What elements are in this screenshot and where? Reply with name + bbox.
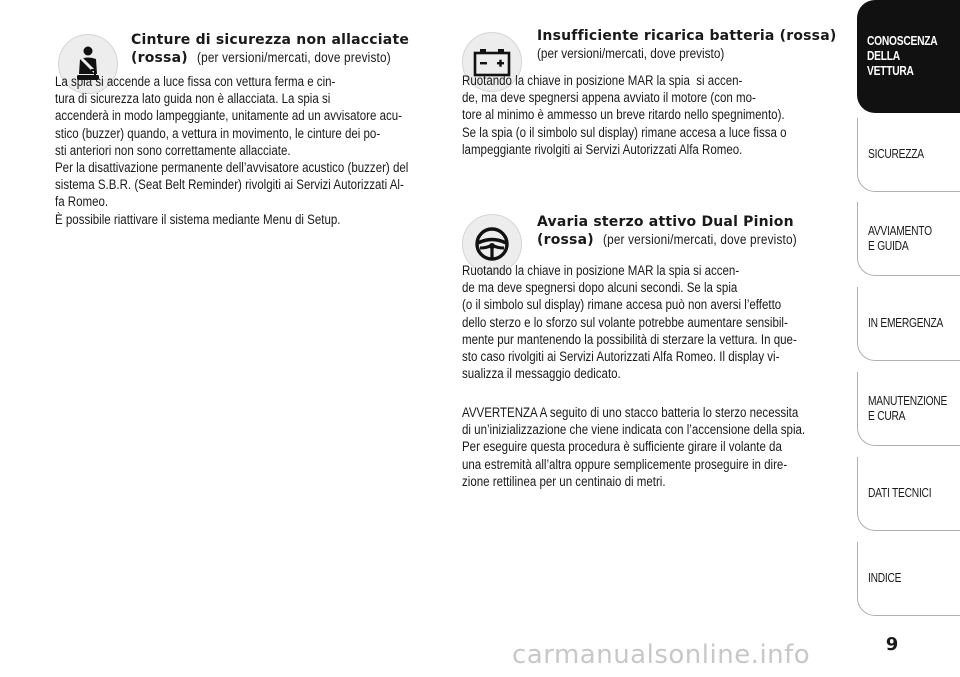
- steering-text: Ruotando la chiave in posizione MAR la spia si accen- de ma deve spegnersi dopo alcuni secondi. Se la spia (o il simbolo sul display) rimane accesa può non aversi l’effetto dello sterzo e lo sforzo sul volante potrebbe aumentare sensibil- mente pur mantenendo la possibilità di sterzare la vettura. In que- sto caso rivolgiti ai Servizi Autorizzati Alfa Romeo. Il display vi- sualizza il messaggio dedicato.: [462, 263, 797, 382]
- battery-text: Ruotando la chiave in posizione MAR la spia si accen- de, ma deve spegnersi appena avviato il motore (con mo- tore al minimo è ammesso un breve ritardo nello spegnimento). Se la spia (o il simbolo sul display) rimane accesa a luce fissa o lampeggiante rivolgiti ai Servizi Autorizzati Alfa Romeo.: [462, 73, 787, 157]
- tab-indice[interactable]: INDICE: [857, 542, 960, 616]
- seatbelt-subtitle: (per versioni/mercati, dove previsto): [196, 50, 391, 65]
- page-number: 9: [885, 634, 899, 655]
- steering-wheel-icon: [472, 224, 512, 264]
- steering-warning-note: [462, 404, 861, 490]
- battery-body: [462, 72, 839, 158]
- chapter-sidebar: [857, 0, 960, 630]
- tab-avviamento-e-guida[interactable]: AVVIAMENTO E GUIDA: [857, 202, 960, 276]
- battery-heading: [537, 28, 836, 63]
- battery-title: Insufficiente ricarica batteria (rossa): [537, 28, 837, 44]
- seatbelt-text: La spia si accende a luce fissa con vettura ferma e cin- tura di sicurezza lato guida non è allacciata. La spia si accenderà in modo lampeggiante, unitamente ad un avvisatore acu- stico (buzzer) quando, a vettura in movimento, le cinture dei po- sti anteriori non sono correttamente allacciate. Per la disattivazione permanente dell’avvisatore acustico (buzzer) del sistema S.B.R. (Seat Belt Reminder) rivolgiti ai Servizi Autorizzati Al- fa Romeo. È possibile riattivare il sistema mediante Menu di Setup.: [55, 74, 409, 227]
- steering-heading: [537, 214, 823, 249]
- seatbelt-color-label: (rossa): [131, 50, 188, 66]
- tab-sicurezza[interactable]: SICUREZZA: [857, 118, 960, 192]
- seatbelt-heading: [131, 32, 417, 67]
- tab-in-emergenza[interactable]: IN EMERGENZA: [857, 287, 960, 361]
- tab-manutenzione-e-cura[interactable]: MANUTENZIONE E CURA: [857, 372, 960, 446]
- steering-color-label: (rossa): [537, 232, 594, 248]
- seatbelt-title: Cinture di sicurezza non allacciate: [131, 32, 410, 48]
- battery-subtitle: (per versioni/mercati, dove previsto): [537, 46, 725, 61]
- seatbelt-body: [55, 73, 466, 228]
- tab-conoscenza-della-vettura[interactable]: CONOSCENZA DELLA VETTURA: [857, 0, 960, 113]
- steering-body: [462, 262, 851, 382]
- steering-title: Avaria sterzo attivo Dual Pinion: [537, 214, 794, 230]
- steering-warning-text: AVVERTENZA A seguito di uno stacco batteria lo sterzo necessita di un’inizializzazione che viene indicata con l’accensione della spia. Per eseguire questa procedura è sufficiente girare il volante da una estremità all’altra oppure semplicemente proseguire in dire- zione rettilinea per un centinaio di metri.: [462, 405, 806, 489]
- watermark: carmanualsonline.info: [512, 640, 811, 670]
- tab-dati-tecnici[interactable]: DATI TECNICI: [857, 457, 960, 531]
- steering-subtitle: (per versioni/mercati, dove previsto): [602, 232, 797, 247]
